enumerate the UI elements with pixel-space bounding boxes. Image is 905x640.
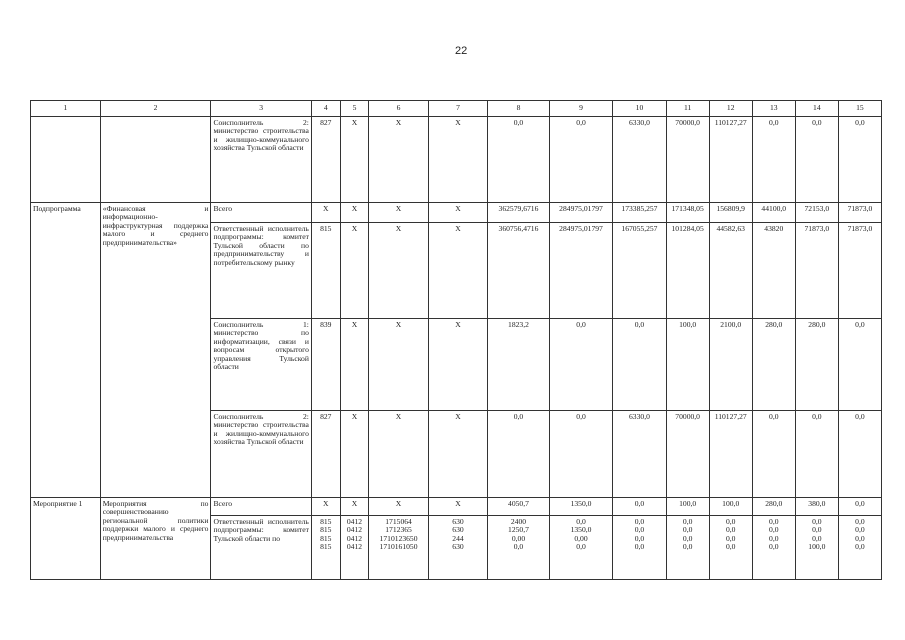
value-line: 0,0 <box>812 516 822 526</box>
value-line: 1712365 <box>385 525 412 534</box>
value-cell: 0,0 <box>838 410 881 497</box>
value-cell: 0,0 <box>752 116 795 202</box>
value-cell: 839 <box>311 318 340 410</box>
value-cell: 71873,0 <box>838 202 881 222</box>
value-line: 0,00 <box>574 533 588 543</box>
table-row <box>31 116 882 202</box>
value-line: 0,0 <box>634 516 645 526</box>
value-cell: 1823,2 <box>488 318 550 410</box>
program-type-cell: Мероприятие 1 <box>31 497 101 579</box>
value-cell: 0,0 <box>752 410 795 497</box>
value-line: 630 <box>452 516 464 526</box>
header-cell: 14 <box>795 101 838 117</box>
value-cell: 100,0 <box>666 497 709 515</box>
value-cell: 167055,257 <box>613 222 666 318</box>
value-cell: 280,0 <box>795 318 838 410</box>
value-line: 0,0 <box>812 525 822 534</box>
empty-cell <box>100 116 211 202</box>
value-cell: 0,0 <box>488 410 550 497</box>
value-cell: X <box>340 497 369 515</box>
value-cell: 6330,0 <box>613 116 666 202</box>
value-cell: 6330,0 <box>613 410 666 497</box>
program-name-cell: Мероприятия по совершенствованию региональной политики поддержки малого и среднего предпринимательства <box>100 497 211 579</box>
header-cell: 8 <box>488 101 550 117</box>
value-cell: 827 <box>311 116 340 202</box>
value-line: 0,0 <box>634 542 645 551</box>
value-line: 630 <box>452 525 464 534</box>
value-cell: 0,0 <box>549 116 613 202</box>
value-line: 0,0 <box>634 533 645 543</box>
header-cell: 11 <box>666 101 709 117</box>
value-line: 0,0 <box>769 542 779 551</box>
executor-cell: Всего <box>211 202 311 222</box>
value-cell: 72153,0 <box>795 202 838 222</box>
value-line: 0,0 <box>725 525 736 534</box>
value-cell: 280,0 <box>752 318 795 410</box>
value-cell: 71873,0 <box>838 222 881 318</box>
value-line: 0,0 <box>855 542 865 551</box>
value-line: 1710161050 <box>379 542 418 551</box>
header-cell: 6 <box>369 101 428 117</box>
executor-cell: Ответственный исполнитель подпрограммы: комитет Тульской области по <box>211 515 311 579</box>
executor-cell: Соисполнитель 1: министерство по информатизации, связи и вопросам открытого управления Тульской области <box>211 318 311 410</box>
value-cell: X <box>369 202 428 222</box>
value-cell: 0,0 <box>549 410 613 497</box>
value-cell: X <box>311 202 340 222</box>
value-line: 0,0 <box>682 525 693 534</box>
value-line: 815 <box>320 516 332 526</box>
header-cell: 4 <box>311 101 340 117</box>
table-row <box>31 497 882 515</box>
multi-value-cell <box>428 515 487 579</box>
value-cell: X <box>428 497 487 515</box>
multi-value-cell <box>838 515 881 579</box>
value-cell: X <box>369 497 428 515</box>
value-cell: 0,0 <box>795 116 838 202</box>
program-type-cell: Подпрограмма <box>31 202 101 497</box>
value-cell: X <box>340 410 369 497</box>
table-row <box>31 202 882 222</box>
executor-cell: Соисполнитель 2: министерство строительства и жилищно-коммунального хозяйства Тульской области <box>211 410 311 497</box>
executor-cell: Соисполнитель 2: министерство строительства и жилищно-коммунального хозяйства Тульской области <box>211 116 311 202</box>
multi-value-cell <box>795 515 838 579</box>
value-cell: 70000,0 <box>666 410 709 497</box>
value-cell: 70000,0 <box>666 116 709 202</box>
value-line: 1350,0 <box>570 525 592 534</box>
value-line: 0,0 <box>576 542 586 551</box>
value-cell: X <box>340 116 369 202</box>
value-cell: 284975,01797 <box>549 202 613 222</box>
multi-value-cell <box>709 515 752 579</box>
value-cell: 156809,9 <box>709 202 752 222</box>
value-line: 0412 <box>346 516 363 526</box>
value-line: 0,0 <box>576 516 586 526</box>
header-cell: 13 <box>752 101 795 117</box>
value-cell: 71873,0 <box>795 222 838 318</box>
value-line: 1715064 <box>385 516 412 526</box>
header-cell: 9 <box>549 101 613 117</box>
value-line: 0412 <box>346 525 363 534</box>
value-cell: 827 <box>311 410 340 497</box>
value-line: 0,0 <box>682 516 693 526</box>
value-cell: 1350,0 <box>549 497 613 515</box>
budget-table <box>30 100 882 580</box>
value-cell: 110127,27 <box>709 116 752 202</box>
value-line: 0,0 <box>513 542 524 551</box>
multi-value-cell <box>549 515 613 579</box>
multi-value-cell <box>666 515 709 579</box>
value-cell: 360756,4716 <box>488 222 550 318</box>
value-line: 815 <box>320 533 332 543</box>
value-cell: 44100,0 <box>752 202 795 222</box>
multi-value-cell <box>311 515 340 579</box>
value-cell: X <box>428 222 487 318</box>
value-cell: 2100,0 <box>709 318 752 410</box>
value-cell: 0,0 <box>613 318 666 410</box>
value-cell: 380,0 <box>795 497 838 515</box>
value-cell: X <box>428 318 487 410</box>
value-line: 0,0 <box>725 533 736 543</box>
empty-cell <box>31 116 101 202</box>
value-cell: 0,0 <box>838 318 881 410</box>
header-row <box>31 101 882 117</box>
value-line: 0,0 <box>634 525 645 534</box>
value-cell: X <box>428 202 487 222</box>
program-name-cell: «Финансовая и информационно-инфраструктурная поддержка малого и среднего предпринимательства» <box>100 202 211 497</box>
value-line: 0,0 <box>812 533 822 543</box>
value-cell: 110127,27 <box>709 410 752 497</box>
value-cell: X <box>428 410 487 497</box>
value-cell: X <box>369 116 428 202</box>
value-line: 815 <box>320 542 332 551</box>
header-cell: 12 <box>709 101 752 117</box>
header-cell: 5 <box>340 101 369 117</box>
value-line: 1710123650 <box>379 533 418 543</box>
value-cell: 0,0 <box>549 318 613 410</box>
header-cell: 2 <box>100 101 211 117</box>
value-line: 0,0 <box>682 542 693 551</box>
value-line: 100,0 <box>808 542 826 551</box>
value-cell: 0,0 <box>795 410 838 497</box>
value-line: 815 <box>320 525 332 534</box>
value-line: 0,0 <box>769 525 779 534</box>
value-line: 0,0 <box>682 533 693 543</box>
value-line: 630 <box>452 542 464 551</box>
value-line: 0412 <box>346 542 363 551</box>
header-cell: 15 <box>838 101 881 117</box>
multi-value-cell <box>752 515 795 579</box>
value-cell: 171348,05 <box>666 202 709 222</box>
header-cell: 3 <box>211 101 311 117</box>
value-line: 0412 <box>346 533 363 543</box>
value-cell: X <box>311 497 340 515</box>
value-line: 0,0 <box>769 533 779 543</box>
value-line: 0,0 <box>725 542 736 551</box>
value-cell: 815 <box>311 222 340 318</box>
value-line: 0,0 <box>769 516 779 526</box>
multi-value-cell <box>340 515 369 579</box>
value-cell: 100,0 <box>709 497 752 515</box>
value-cell: 0,0 <box>488 116 550 202</box>
value-line: 0,0 <box>855 525 865 534</box>
value-cell: X <box>369 222 428 318</box>
multi-value-cell <box>369 515 428 579</box>
value-cell: X <box>428 116 487 202</box>
value-line: 0,0 <box>725 516 736 526</box>
value-line: 0,0 <box>855 516 865 526</box>
multi-value-cell <box>613 515 666 579</box>
value-line: 244 <box>452 533 464 543</box>
value-line: 0,0 <box>855 533 865 543</box>
header-cell: 1 <box>31 101 101 117</box>
value-cell: 284975,01797 <box>549 222 613 318</box>
page-number: 22 <box>455 45 468 57</box>
value-line: 2400 <box>510 516 527 526</box>
value-cell: X <box>369 318 428 410</box>
value-line: 1250,7 <box>508 525 529 534</box>
value-cell: 0,0 <box>838 116 881 202</box>
value-cell: 280,0 <box>752 497 795 515</box>
executor-cell: Всего <box>211 497 311 515</box>
value-cell: 43820 <box>752 222 795 318</box>
value-cell: 44582,63 <box>709 222 752 318</box>
value-cell: X <box>369 410 428 497</box>
value-cell: 362579,6716 <box>488 202 550 222</box>
header-cell: 10 <box>613 101 666 117</box>
value-cell: 101284,05 <box>666 222 709 318</box>
value-cell: X <box>340 202 369 222</box>
value-cell: 100,0 <box>666 318 709 410</box>
value-cell: 4050,7 <box>488 497 550 515</box>
header-cell: 7 <box>428 101 487 117</box>
value-cell: 173385,257 <box>613 202 666 222</box>
executor-cell: Ответственный исполнитель подпрограммы: комитет Тульской области по предпринимательству и потребительскому рынку <box>211 222 311 318</box>
value-cell: X <box>340 222 369 318</box>
value-cell: 0,0 <box>613 497 666 515</box>
value-cell: 0,0 <box>838 497 881 515</box>
value-line: 0,00 <box>511 533 526 543</box>
value-cell: X <box>340 318 369 410</box>
multi-value-cell <box>488 515 550 579</box>
